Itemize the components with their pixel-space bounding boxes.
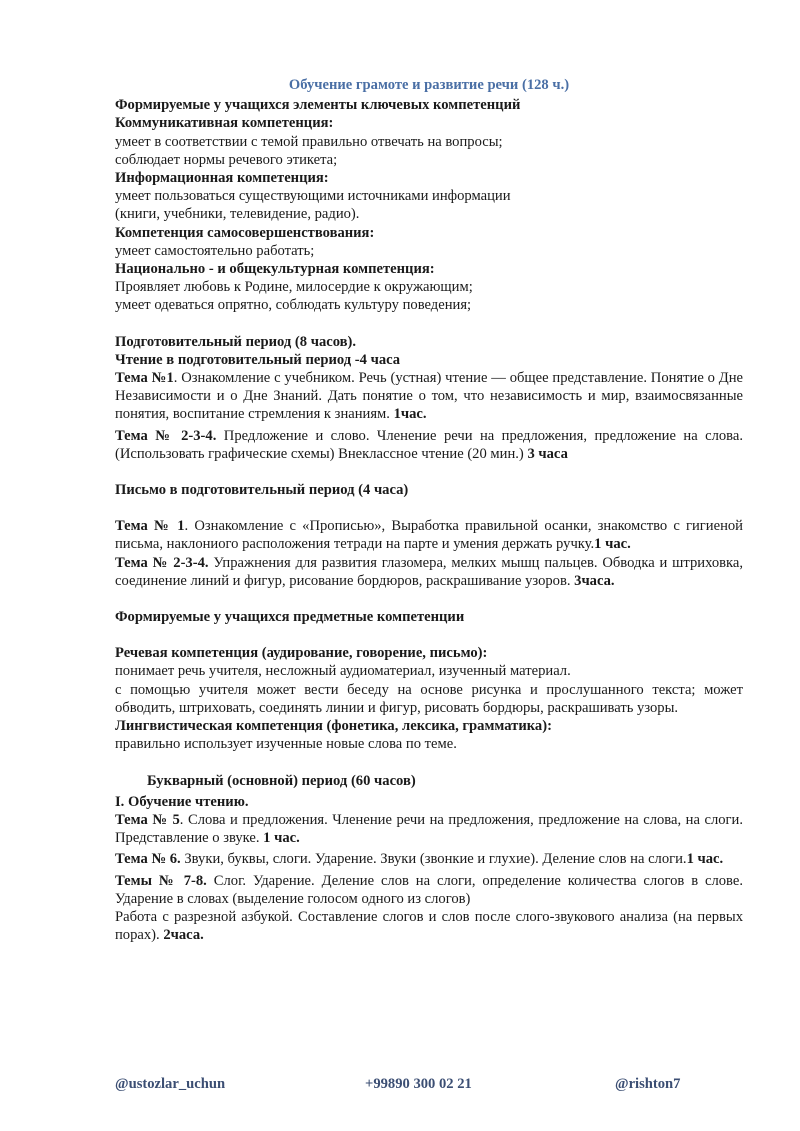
informational-label: Информационная компетенция:	[115, 170, 329, 187]
primer-topic-7-8	[115, 872, 743, 908]
writing-topic-2	[115, 554, 743, 590]
topic-hours: 1 час.	[686, 851, 724, 868]
cultural-item: Проявляет любовь к Родине, милосердие к окружающим;	[115, 279, 473, 296]
topic-hours: 1 час.	[263, 830, 300, 847]
prep-period-heading: Подготовительный период (8 часов).	[115, 333, 357, 350]
document-title: Обучение грамоте и развитие речи (128 ч.)	[288, 77, 570, 93]
key-competencies-heading: Формируемые у учащихся элементы ключевых компетенций	[115, 97, 521, 114]
topic-label: Тема № 6.	[115, 851, 181, 868]
linguistic-competency-label: Лингвистическая компетенция (фонетика, лексика, грамматика):	[115, 718, 552, 735]
topic-label: Тема №1	[115, 370, 174, 387]
topic-hours: 1 час.	[594, 536, 631, 553]
primer-section-heading: I. Обучение чтению.	[115, 793, 249, 810]
cultural-label: Национально - и общекультурная компетенция:	[115, 261, 435, 278]
primer-topic-7-8-continued	[115, 908, 743, 944]
topic-text: . Ознакомление с «Прописью», Выработка правильной осанки, знакомство с гигиеной письма, наклониого расположения тетради на парте и умения держать ручку.	[115, 518, 743, 553]
cultural-item: умеет одеваться опрятно, соблюдать культуру поведения;	[115, 297, 472, 314]
communicative-item: умеет в соответствии с темой правильно отвечать на вопросы;	[115, 133, 503, 150]
primer-period-heading: Букварный (основной) период (60 часов)	[147, 772, 416, 789]
topic-text: . Ознакомление с учебником. Речь (устная) чтение — общее представление. Понятие о Дне Независимости и о Дне Знаний. Дать понятие о том, что независимость и мир, взаимосвязанные понятия, воспитание стремления к знаниям.	[115, 370, 743, 423]
informational-item: умеет пользоваться существующими источниками информации	[115, 188, 511, 205]
communicative-label: Коммуникативная компетенция:	[115, 115, 334, 132]
topic-text: Упражнения для развития глазомера, мелких мышц пальцев. Обводка и штриховка, соединение линий и фигур, рисование бордюров, раскрашивание узоров.	[115, 554, 744, 589]
speech-competency-paragraph: с помощью учителя может вести беседу на основе рисунка и прослушанного текста; может обводить, штриховать, соединять линии и фигур, рисовать бордюры, раскрашивать узоры.	[115, 681, 743, 716]
topic-text: Звуки, буквы, слоги. Ударение. Звуки (звонкие и глухие). Деление слов на слоги.	[180, 851, 687, 868]
self-improvement-item: умеет самостоятельно работать;	[115, 242, 315, 259]
prep-reading-heading: Чтение в подготовительный период -4 часа	[115, 351, 401, 368]
topic-text: . Слова и предложения. Членение речи на предложения, предложение на слова, на слоги. Представление о звуке.	[115, 811, 743, 847]
topic-hours: 1час.	[393, 406, 427, 423]
informational-item: (книги, учебники, телевидение, радио).	[115, 206, 360, 223]
primer-topic-5	[115, 811, 743, 847]
topic-text: Работа с разрезной азбукой. Составление слогов и слов после слого-звукового анализа (на первых порах).	[115, 908, 743, 944]
speech-competency-line: понимает речь учителя, несложный аудиоматериал, изученный материал.	[115, 663, 571, 680]
topic-text: Предложение и слово. Членение речи на предложения, предложение на слова. (Использовать графические схемы) Внеклассное чтение (20 мин.)	[115, 427, 743, 462]
topic-label: Тема № 1	[115, 518, 185, 535]
topic-label: Темы № 7-8.	[115, 872, 207, 889]
document-body	[115, 76, 743, 944]
topic-hours: 3 часа	[527, 445, 568, 462]
linguistic-competency-line: правильно использует изученные новые слова по теме.	[115, 736, 457, 753]
footer-phone: +99890 300 02 21	[365, 1076, 472, 1092]
footer-channel-handle: @ustozlar_uchun	[115, 1076, 226, 1092]
prep-writing-heading: Письмо в подготовительный период (4 часа)	[115, 482, 409, 499]
speech-competency-label: Речевая компетенция (аудирование, говорение, письмо):	[115, 645, 488, 662]
topic-label: Тема № 5	[115, 811, 180, 828]
self-improvement-label: Компетенция самосовершенствования:	[115, 224, 375, 241]
primer-topic-6	[115, 850, 743, 868]
prep-topic-1	[115, 369, 743, 424]
communicative-item: соблюдает нормы речевого этикета;	[115, 151, 338, 168]
footer-author-handle: @rishton7	[615, 1076, 681, 1092]
topic-hours: 2часа.	[163, 927, 204, 944]
subject-competencies-heading: Формируемые у учащихся предметные компетенции	[115, 609, 465, 626]
topic-hours: 3часа.	[574, 572, 615, 589]
topic-label: Тема № 2-3-4.	[115, 554, 209, 571]
writing-topic-1	[115, 517, 743, 553]
topic-text: Слог. Ударение. Деление слов на слоги, определение количества слогов в слове. Ударение в словах (выделение голосом одного из слогов)	[115, 872, 743, 907]
topic-label: Тема № 2-3-4.	[115, 427, 217, 444]
prep-topic-2	[115, 427, 743, 463]
